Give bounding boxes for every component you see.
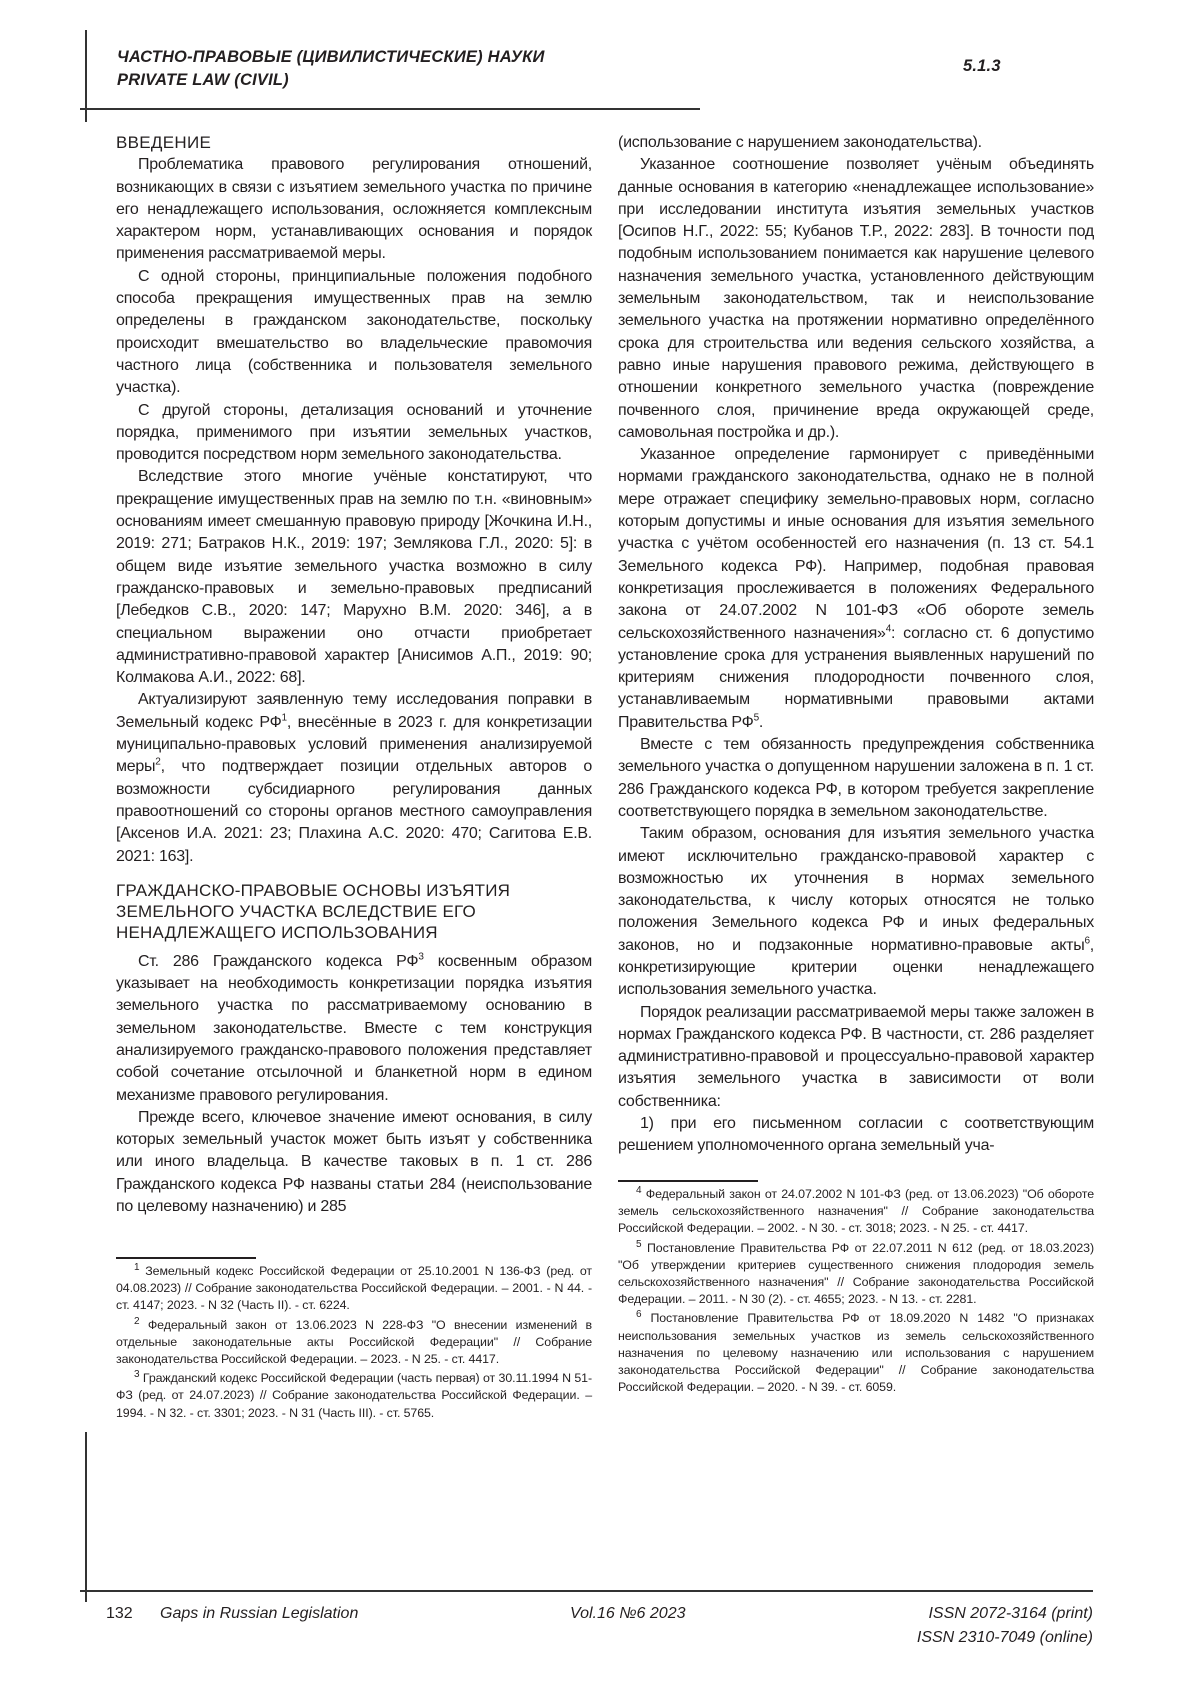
footnote-number: 5 (636, 1238, 642, 1250)
page-number: 132 (106, 1605, 133, 1622)
footer-vertical-rule (85, 1432, 87, 1602)
section-code: 5.1.3 (963, 57, 1001, 75)
journal-volume: Vol.16 №6 2023 (570, 1605, 686, 1622)
footnote (116, 1370, 592, 1422)
right-footnotes (618, 1186, 1094, 1398)
heading-introduction: ВВЕДЕНИЕ (116, 133, 212, 152)
footnote-text: Гражданский кодекс Российской Федерации (часть первая) от 30.11.1994 N 51-ФЗ (ред. от 24.07.2023) // Собрание законодательства Российской Федерации. – 1994. - N 32. - ст. 3301; 2023. - N 31 (Часть III). - ст. 5765. (116, 1371, 592, 1420)
paragraph: Порядок реализации рассматриваемой меры также заложен в нормах Гражданского кодекса РФ. В частности, ст. 286 разделяет административно-правовой и процессуально-правовой характер изъятия земельного участка в зависимости от воли собственника: (618, 1003, 1094, 1110)
paragraph: Проблематика правового регулирования отношений, возникающих в связи с изъятием земельного участка по причине его ненадлежащего использования, осложняется комплексным характером норм, устанавливающих основания и порядок применения рассматриваемой меры. (116, 156, 592, 263)
footer-rule (80, 1590, 1093, 1592)
footnote (116, 1263, 592, 1315)
paragraph (618, 823, 1094, 1001)
footnote (116, 1317, 592, 1369)
footnote (618, 1310, 1094, 1396)
text: . (758, 713, 764, 731)
footnote-number: 6 (636, 1309, 642, 1321)
footnote-text: Федеральный закон от 24.07.2002 N 101-ФЗ (ред. от 13.06.2023) "Об обороте земель сельскохозяйственного назначения" // Собрание законодательства Российской Федерации. – 2002. - N 30. - ст. 3018; 2023. - N 25. - ст. 4417. (618, 1187, 1094, 1236)
paragraph: Указанное соотношение позволяет учёным объединять данные основания в категорию «ненадлежащее использование» при исследовании института изъятия земельных участков [Осипов Н.Г., 2022: 55; Кубанов Т.Р., 2022: 283]. В точности под подобным использованием понимается как нарушение целевого назначения земельного участка, установленного действующим земельным законодательством, так и неиспользование земельного участка на протяжении нормативно определённого срока для строительства или ведения сельского хозяйства, а равно иные нарушения правового режима, действующего в отношении конкретного земельного участка (повреждение почвенного слоя, причинение вреда окружающей среде, самовольная постройка и др.). (618, 156, 1094, 441)
text: , конкретизирующие критерии оценки ненадлежащего использования земельного участка. (618, 936, 1094, 999)
text: , что подтверждает позиции отдельных авторов о возможности субсидиарного регулирования данных правоотношений со стороны органов местного самоуправления [Аксенов И.А. 2021: 23; Плахина А.С. 2020: 470; Сагитова Е.В. 2021: 163]. (116, 758, 592, 865)
issn-print: ISSN 2072-3164 (print) (928, 1605, 1093, 1622)
text: : согласно ст. 6 допустимо установление срока для устранения выявленных нарушений по критериям снижения плодородности почвенного слоя, устанавливаемым нормативными правовыми актами Правительства РФ (618, 624, 1095, 731)
right-column (618, 132, 1094, 1158)
footnote-ref[interactable]: 6 (1084, 935, 1090, 947)
paragraph (116, 951, 592, 1107)
paragraph: С другой стороны, детализация оснований и уточнение порядка, применимого при изъятии земельных участков, проводится посредством норм земельного законодательства. (116, 401, 592, 464)
issn-online: ISSN 2310-7049 (online) (916, 1629, 1093, 1646)
footnote (618, 1186, 1094, 1238)
paragraph (618, 444, 1094, 734)
left-column (116, 132, 592, 1218)
footnote-text: Земельный кодекс Российской Федерации от 25.10.2001 N 136-ФЗ (ред. от 04.08.2023) // Собрание законодательства Российской Федерации. – 2001. - N 44. - ст. 4147; 2023. - N 32 (Часть II). - ст. 6224. (116, 1264, 592, 1313)
footnote-number: 2 (134, 1315, 140, 1327)
section-title-en: PRIVATE LAW (CIVIL) (117, 71, 289, 89)
footnote-rule (618, 1180, 758, 1182)
footnote-number: 3 (134, 1369, 140, 1381)
footnote-text: Федеральный закон от 13.06.2023 N 228-ФЗ "О внесении изменений в отдельные законодательные акты Российской Федерации" // Собрание законодательства Российской Федерации. – 2023. - N 25. - ст. 4417. (116, 1317, 593, 1367)
text: , внесённые в 2023 г. для конкретизации муниципально-правовых условий применения анализируемой меры (116, 713, 593, 776)
heading-section: ГРАЖДАНСКО-ПРАВОВЫЕ ОСНОВЫ ИЗЪЯТИЯ ЗЕМЕЛЬНОГО УЧАСТКА ВСЛЕДСТВИЕ ЕГО НЕНАДЛЕЖАЩЕГО ИСПОЛЬЗОВАНИЯ (116, 880, 511, 942)
footnote-ref[interactable]: 2 (155, 756, 161, 768)
footnote-rule (116, 1257, 256, 1259)
footnote-ref[interactable]: 4 (885, 623, 892, 635)
footnote-number: 4 (636, 1184, 642, 1196)
footnote (618, 1240, 1094, 1309)
footnote-number: 1 (134, 1261, 140, 1273)
section-title-ru: ЧАСТНО-ПРАВОВЫЕ (ЦИВИЛИСТИЧЕСКИЕ) НАУКИ (117, 48, 545, 66)
text: Ст. 286 Гражданского кодекса РФ (138, 952, 419, 970)
text: Актуализируют заявленную тему исследования поправки в Земельный кодекс РФ (116, 691, 592, 731)
header-rule (80, 108, 700, 110)
footnote-ref[interactable]: 5 (753, 712, 759, 724)
text: Таким образом, основания для изъятия земельного участка имеют исключительно гражданско-правовой характер с возможностью их уточнения в нормах земельного законодательства, к числу которых относятся не только положения Земельного кодекса РФ и иных федеральных законов, но и подзаконные нормативно-правовые акты (618, 825, 1094, 954)
paragraph: 1) при его письменном согласии с соответствующим решением уполномоченного органа земельный уча- (618, 1115, 1094, 1155)
paragraph: Прежде всего, ключевое значение имеют основания, в силу которых земельный участок может быть изъят у собственника или иного владельца. В качестве таковых в п. 1 ст. 286 Гражданского кодекса РФ названы статьи 284 (неиспользование по целевому назначению) и 285 (116, 1108, 592, 1216)
footnote-text: Постановление Правительства РФ от 22.07.2011 N 612 (ред. от 18.03.2023) "Об утверждении критериев существенного снижения плодородия земель сельскохозяйственного назначения" // Собрание законодательства Российской Федерации. – 2011. - N 30 (2). - ст. 4655; 2023. - N 13. - ст. 2281. (618, 1240, 1094, 1307)
paragraph: С одной стороны, принципиальные положения подобного способа прекращения имущественных прав на землю определены в гражданском законодательстве, поскольку происходит вмешательство во владельческие правомочия частного лица (собственника и пользователя земельного участка). (116, 267, 592, 397)
footnote-ref[interactable]: 1 (281, 712, 287, 724)
paragraph: Вместе с тем обязанность предупреждения собственника земельного участка о допущенном нарушении заложена в п. 1 ст. 286 Гражданского кодекса РФ, в котором требуется закрепление соответствующего порядка в земельном законодательстве. (618, 736, 1094, 820)
left-footnotes (116, 1263, 592, 1424)
paragraph: (использование с нарушением законодательства). (618, 134, 982, 151)
paragraph: Вследствие этого многие учёные констатируют, что прекращение имущественных прав на землю по т.н. «виновным» основаниям имеет смешанную правовую природу [Жочкина И.Н., 2019: 271; Батраков Н.К., 2019: 197; Землякова Г.Л., 2020: 5]: в общем виде изъятие земельного участка возможно в силу гражданско-правовых и земельно-правовых предписаний [Лебедков С.В., 2020: 147; Марухно В.М. 2020: 346], а в специальном выражении оно отчасти приобретает административно-правовой характер [Анисимов А.П., 2019: 90; Колмакова А.И., 2022: 68]. (116, 468, 592, 687)
text: косвенным образом указывает на необходимость конкретизации порядка изъятия земельного участка по рассматриваемому основанию в земельном законодательстве. Вместе с тем конструкция анализируемого гражданско-правового положения представляет собой сочетание отсылочной и бланкетной норм в едином механизме правового регулирования. (116, 952, 593, 1104)
paragraph (116, 689, 592, 867)
text: Указанное определение гармонирует с приведёнными нормами гражданского законодательства, однако не в полной мере отражает специфику земельно-правовых норм, согласно которым допустимы и иные основания для изъятия земельного участка с учётом особенностей его назначения (п. 13 ст. 54.1 Земельного кодекса РФ). Например, подобная правовая конкретизация прослеживается в положениях Федерального закона от 24.07.2002 N 101-ФЗ «Об обороте земель сельскохозяйственного назначения» (618, 446, 1094, 642)
footnote-ref[interactable]: 3 (418, 951, 424, 963)
journal-name: Gaps in Russian Legislation (160, 1605, 359, 1622)
footnote-text: Постановление Правительства РФ от 18.09.2020 N 1482 "О признаках неиспользования земельных участков из земель сельскохозяйственного назначения по целевому назначению или использования с нарушением законодательства Российской Федерации" // Собрание законодательства Российской Федерации. – 2020. - N 39. - ст. 6059. (618, 1311, 1094, 1395)
